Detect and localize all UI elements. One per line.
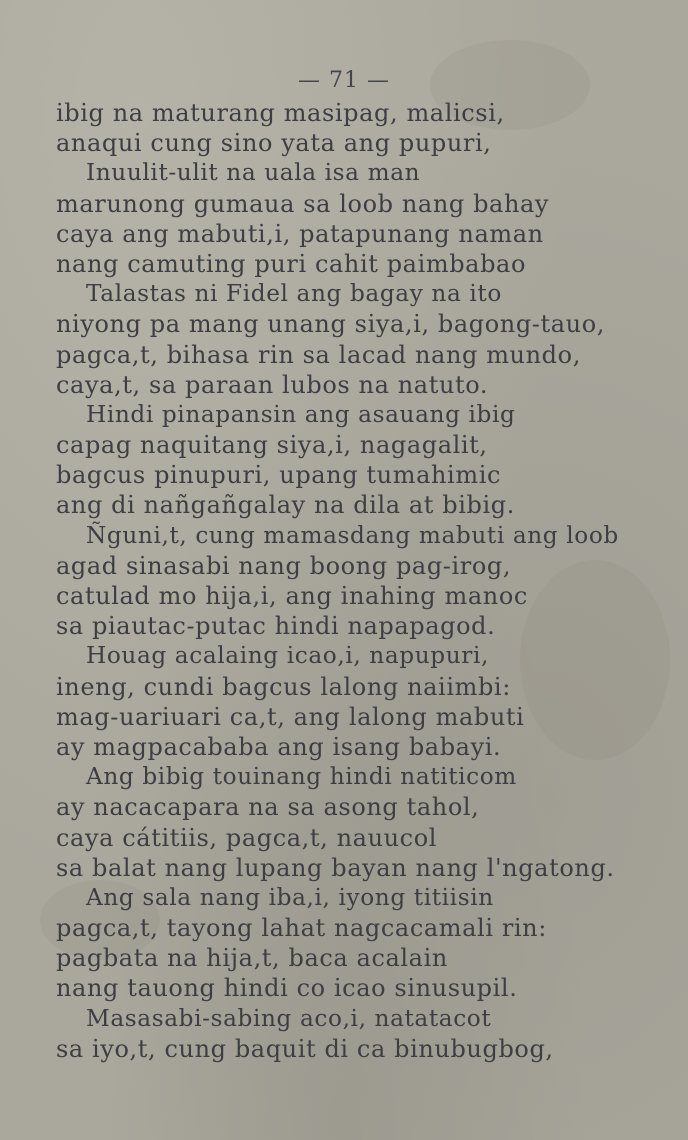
text-line: ay nacacapara na sa asong tahol,	[56, 793, 480, 822]
text-line: pagbata na hija,t, baca acalain	[56, 944, 448, 973]
text-line: Inuulit-ulit na uala isa man	[86, 159, 421, 187]
text-line: Masasabi-sabing aco,i, natatacot	[86, 1004, 492, 1032]
text-line: marunong gumaua sa loob nang bahay	[56, 189, 550, 218]
text-line: nang tauong hindi co icao sinusupil.	[56, 974, 518, 1003]
text-line: ay magpacababa ang isang babayi.	[56, 732, 502, 761]
text-line: Hindi pinapansin ang asauang ibig	[86, 400, 516, 428]
text-line: Houag acalaing icao,i, napupuri,	[86, 642, 489, 670]
text-line: caya ang mabuti,i, patapunang naman	[56, 219, 544, 248]
text-line: sa iyo,t, cung baquit di ca binubugbog,	[56, 1034, 554, 1063]
text-line: mag-uariuari ca,t, ang lalong mabuti	[56, 702, 525, 731]
text-line: capag naquitang siya,i, nagagalit,	[56, 431, 488, 460]
text-line: ineng, cundi bagcus lalong naiimbi:	[56, 672, 511, 701]
text-line: pagca,t, bihasa rin sa lacad nang mundo,	[56, 340, 581, 369]
text-line: Ang bibig touinang hindi natiticom	[86, 763, 517, 791]
page-number: — 71 —	[298, 68, 390, 93]
text-line: Ñguni,t, cung mamasdang mabuti ang loob	[86, 521, 619, 549]
text-line: caya cátitiis, pagca,t, nauucol	[56, 823, 438, 852]
poem-text	[56, 98, 666, 1064]
text-line: agad sinasabi nang boong pag-irog,	[56, 551, 512, 580]
text-line: Talastas ni Fidel ang bagay na ito	[86, 280, 502, 308]
text-line: niyong pa mang unang siya,i, bagong-tauo,	[56, 310, 606, 339]
text-line: ibig na maturang masipag, malicsi,	[56, 99, 505, 127]
text-line: Ang sala nang iba,i, iyong titiisin	[86, 883, 494, 911]
text-line: caya,t, sa paraan lubos na natuto.	[56, 370, 489, 399]
text-line: ang di nañgañgalay na dila at bibig.	[56, 491, 515, 520]
text-line: catulad mo hija,i, ang inahing manoc	[56, 582, 528, 610]
text-line: nang camuting puri cahit paimbabao	[56, 249, 527, 278]
text-line: sa piautac-putac hindi napapagod.	[56, 612, 496, 641]
text-line: bagcus pinupuri, upang tumahimic	[56, 461, 502, 490]
text-line: sa balat nang lupang bayan nang l'ngatong.	[56, 853, 615, 882]
text-line: anaqui cung sino yata ang pupuri,	[56, 129, 492, 158]
text-line: pagca,t, tayong lahat nagcacamali rin:	[56, 914, 547, 943]
